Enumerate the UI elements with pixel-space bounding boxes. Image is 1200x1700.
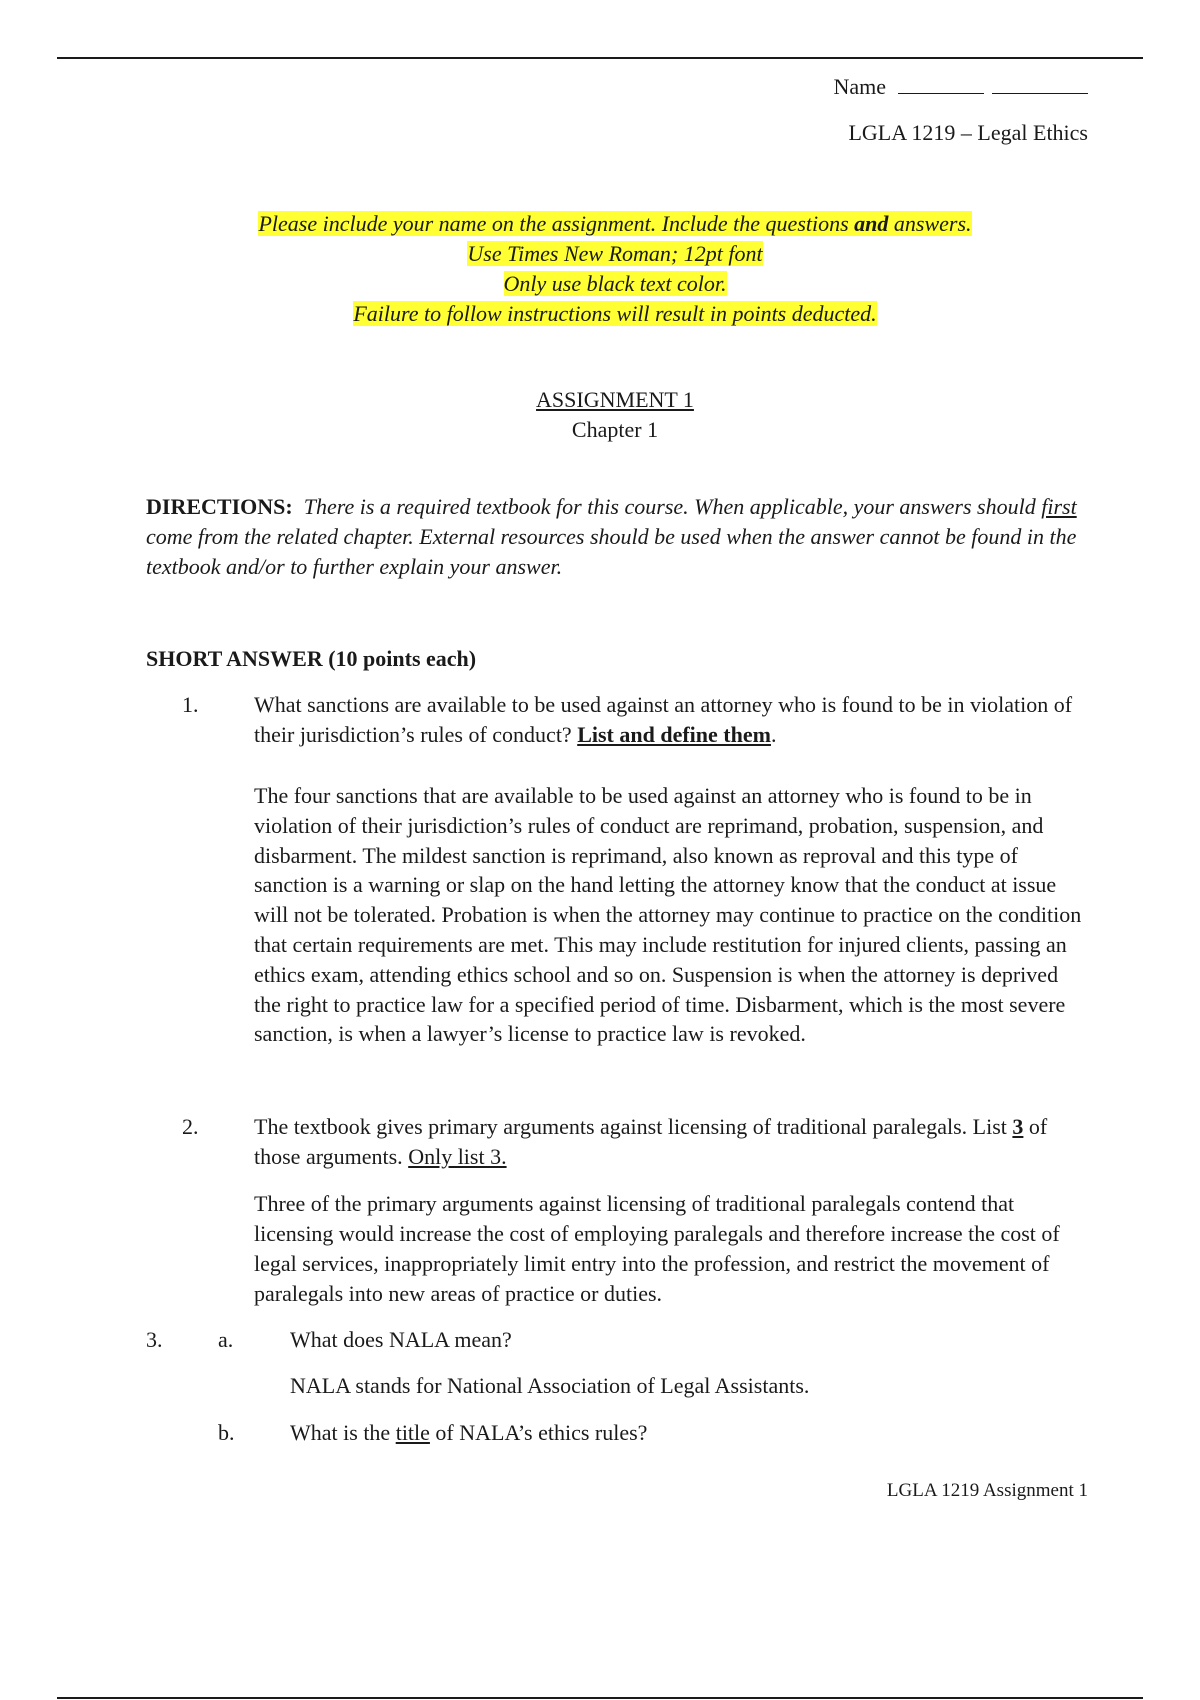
directions-underlined: first [1041, 494, 1077, 519]
q1-question [254, 690, 1090, 750]
q2-number: 2. [182, 1114, 199, 1139]
section-title: SHORT ANSWER (10 points each) [146, 646, 477, 671]
directions-text-a: There is a required textbook for this course. When applicable, your answers should [303, 494, 1042, 519]
directions-lead: DIRECTIONS: [146, 494, 293, 519]
notice-line-1b: answers. [888, 211, 972, 236]
q3-number: 3. [146, 1327, 163, 1352]
notice-line-1-bold: and [854, 211, 889, 236]
notice-line-2: Use Times New Roman; 12pt font [467, 241, 763, 266]
notice-line-1a: Please include your name on the assignment. Include the questions [258, 211, 855, 236]
notice-line-3: Only use black text color. [503, 271, 727, 296]
q1-tail: . [770, 722, 777, 747]
q2-question-text-a: The textbook gives primary arguments against licensing of traditional paralegals. List [254, 1114, 1013, 1139]
q1-emphasis: List and define them [577, 722, 771, 747]
q3a-question: What does NALA mean? [290, 1327, 512, 1352]
q3b-question-text-b: of NALA’s ethics rules? [429, 1420, 648, 1445]
q3a-answer: NALA stands for National Association of Legal Assistants. [290, 1373, 810, 1398]
q3b-letter: b. [218, 1420, 235, 1445]
q2-question [254, 1112, 1090, 1172]
q2-answer: Three of the primary arguments against licensing of traditional paralegals contend that licensing would increase the cost of employing paralegals and therefore increase the cost of legal services, inappropriately limit entry into the profession, and restrict the movement of paralegals into new areas of practice or duties. [254, 1191, 1060, 1306]
instructions-notice [0, 209, 1200, 329]
name-blank-last [992, 73, 1088, 94]
directions [146, 492, 1086, 582]
notice-line-4: Failure to follow instructions will result in points deducted. [353, 301, 877, 326]
q3b-question-text-a: What is the [290, 1420, 396, 1445]
q1-question-text: What sanctions are available to be used against an attorney who is found to be in violation of their jurisdiction’s rules of conduct? [254, 692, 1073, 747]
top-rule [57, 57, 1143, 59]
q2-count: 3 [1012, 1114, 1024, 1139]
q1-answer: The four sanctions that are available to be used against an attorney who is found to be in violation of their jurisdiction’s rules of conduct are reprimand, probation, suspension, and disbarment. The mildest sanction is reprimand, also known as reproval and this type of sanction is a warning or slap on the hand letting the attorney know that the conduct at issue will not be tolerated. Probation is when the attorney may continue to practice on the condition that certain requirements are met. This may include restitution for injured clients, passing an ethics exam, attending ethics school and so on. Suspension is when the attorney is deprived the right to practice law for a specified period of time. Disbarment, which is the most severe sanction, is when a lawyer’s license to practice law is revoked. [254, 783, 1082, 1047]
assignment-title: ASSIGNMENT 1 [536, 387, 694, 412]
q1-number: 1. [182, 692, 199, 717]
q3b-underlined: title [395, 1420, 430, 1445]
name-blank-first [898, 73, 984, 94]
name-label: Name [833, 74, 886, 99]
q2-question-text-b: of those arguments. [254, 1114, 1048, 1169]
page-footer: LGLA 1219 Assignment 1 [886, 1480, 1088, 1501]
name-field [833, 72, 1088, 102]
q2-emphasis: Only list 3. [408, 1144, 507, 1169]
bottom-rule [57, 1697, 1143, 1699]
q3b-question [290, 1418, 1090, 1448]
directions-text-b: come from the related chapter. External resources should be used when the answer cannot be found in the textbook and/or to further explain your answer. [146, 524, 1077, 579]
course-title: LGLA 1219 – Legal Ethics [848, 120, 1088, 145]
q3a-letter: a. [218, 1327, 234, 1352]
assignment-chapter: Chapter 1 [571, 417, 659, 442]
